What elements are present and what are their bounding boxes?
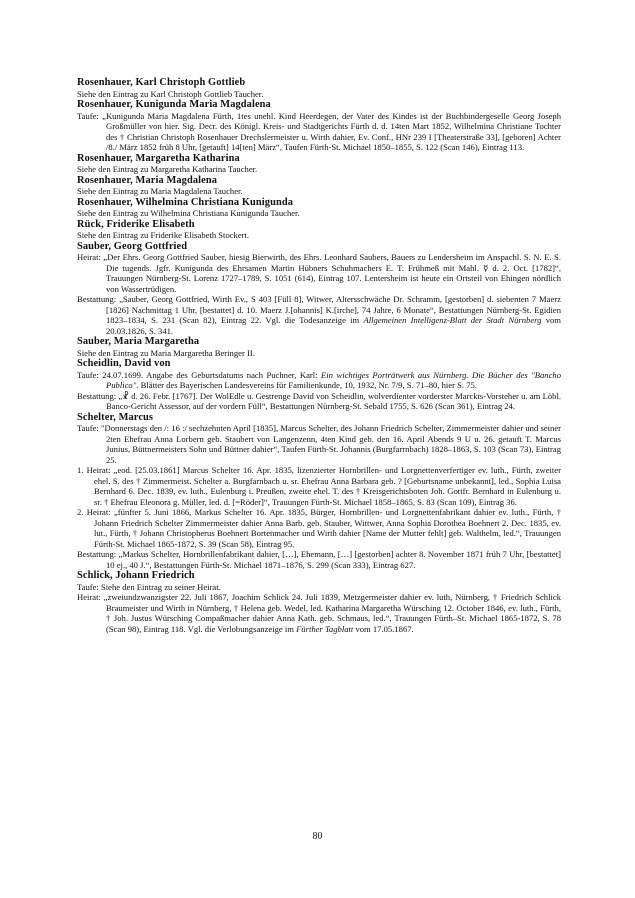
entry-scheidlin-david: [77, 358, 561, 412]
entry-rosenhauer-kunigunda: [77, 99, 561, 153]
entry-sauber-georg: [77, 241, 561, 337]
entry-heading: Scheidlin, David von: [77, 358, 171, 369]
newspaper-title: Allgemeinen Intelligenz-Blatt der Stadt Nürnberg: [363, 315, 542, 325]
entry-heading: Schelter, Marcus: [77, 411, 154, 423]
cross-reference: Siehe den Eintrag zu Karl Christoph Gottlieb Taucher.: [77, 88, 264, 99]
heirat-text-end: vom 17.05.1867.: [353, 623, 414, 634]
cross-reference: Siehe den Eintrag zu Maria Magdalena Taucher.: [77, 186, 243, 196]
cross-reference: Siehe den Eintrag zu Margaretha Katharina Taucher.: [77, 164, 258, 174]
bestattung-text-end: vom 20.03.1826, S. 341.: [106, 315, 561, 336]
entry-rosenhauer-wilhelmina: [77, 197, 561, 219]
entry-heading: Schlick, Johann Friedrich: [77, 570, 195, 581]
document-body: [77, 77, 561, 634]
entry-rosenhauer-maria: [77, 175, 561, 197]
page-number: 80: [312, 831, 323, 842]
cross-reference: Siehe den Eintrag zu Friderike Elisabeth Stockert.: [77, 230, 250, 240]
bestattung-text: Bestattung: „Sauber, Georg Gottfried, Wirth Ev., S 403 [Füll 8], Witwer, Altersschwäche Dr. Schramm, [gestorben] d. siebenten 7 Maerz [1826] Nachmittag 1 Uhr, [bestattet] d. 10. Maerz J.[ohannis] K.[irche], 74 Jahre, 6 Monate“, Bestattungen Nürnberg-St. Egidien 1823–1834, S. 231 (Scan 82), Eintrag 22. Vgl. die Todesanzeige im: [77, 294, 561, 325]
entry-heading: Rosenhauer, Maria Magdalena: [77, 174, 217, 186]
entry-sauber-maria: [77, 336, 561, 358]
taufe-record: Taufe: „Kunigunda Maria Magdalena Fürth, 1tes unehl. Kind Heerdegen, der Vater des Kindes ist der Buchbindergeselle Georg Joseph Großmüller von hier. Sig. Decr. des Königl. Kreis- und Stadtgerichts Fürth d. d. 14ten Mart 1852, Wilhelmina Christiane Tochter des † Christian Christoph Rosenhauer Drechslermeister u. Wirth dahier, Ev. Conf., HNr 239 I [Theaterstraße 33], [geboren] Achter /8./ März 1852 früh 8 Uhr, [getauft] 14[ten] März“, Taufen Fürth-St. Michael 1850–1855, S. 122 (Scan 146), Eintrag 113.: [77, 110, 561, 152]
entry-heading: Rosenhauer, Wilhelmina Christiana Kunigunda: [77, 196, 294, 208]
entry-rueck-friderike: [77, 219, 561, 241]
heirat-record: Heirat: „Der Ehrs. Georg Gottfried Sauber, hiesig Bierwirth, des Ehrs. Leonhard Saubers, Bauers zu Lendersheim im Anspachl. S. N. E. S. Die tugends. Jgfr. Kunigunda des Ehrsamen Martin Hübners Schuhmachers E. T. Frühmeß mit Mahl. ☿ d. 2. Oct. [1782]“, Trauungen Nürnberg-St. Lorenz 1727–1789, S. 1051 (614), Eintrag 107. Lentersheim ist heute ein Ortsteil von Ehingen nördlich von Wassertrüdigen.: [77, 252, 561, 294]
heirat-record: [77, 592, 561, 634]
cross-reference: Siehe den Eintrag zu Maria Margaretha Beringer II.: [77, 347, 255, 358]
cross-reference: Siehe den Eintrag zu Wilhelmina Christiana Kunigunda Taucher.: [77, 208, 300, 218]
source-title: Ein wichtiges Porträtwerk aus Nürnberg. Die Bücher des "Bancho Publico".: [106, 369, 561, 390]
taufe-record: [77, 370, 561, 391]
entry-heading: Rosenhauer, Kunigunda Maria Magdalena: [77, 99, 271, 110]
heirat-record-1: 1. Heirat: „eod. [25.03.1861] Marcus Schelter 16. Apr. 1835, lizenzierter Hornbrillen- und Lorgnettenverfertiger ev. luth., Fürth, zweiter ehel. S. des † Zimmermeist. Schelter a. Burgfarnbach u. sr. Ehefrau Anna Barbara geb. ? [Geburtsname unbekannt], led., Sophia Luisa Bernhard 6. Dec. 1839, ev. luth., Eulenburg i. Preußen, zweite ehel. T. des † Kreisgerichtsboten Joh. Gottfr. Bernhard in Eulenburg u. sr. † Ehefrau Eleonora g. Müller, led. d. [=Röder]“, Trauungen Fürth-St. Michael 1858–1865, S. 83 (Scan 109), Eintrag 36.: [77, 465, 561, 507]
entry-heading: Rosenhauer, Karl Christoph Gottlieb: [77, 77, 246, 88]
heirat-text: Heirat: „zweiundzwanzigster 22. Juli 1867, Joachim Schlick 24. Juli 1839, Metzgermeister dahier ev. luth, Nürnberg, † Friedrich Schlick Braumeister und Wirth in Nürnberg, † Helena geb. Wedel, led. Katharina Margaretha Würsching 12. October 1846, ev. luth., Fürth, † Joh. Justus Würsching Compaßmacher dahier Anna Kath. geb. Schmaus, led.“, Trauungen Fürth–St. Michael 1865-1872, S. 78 (Scan 98), Eintrag 118. Vgl. die Verlobungsanzeige im: [77, 592, 561, 634]
entry-schlick-johann: [77, 570, 561, 634]
bestattung-record: Bestattung: „☧ d. 26. Febr. [1767]. Der WolEdle u. Gestrenge David von Scheidlin, wolverdienter vorderster Marckts-Vorsteher u. am Löbl. Banco-Gericht Assessor, auf der vordern Füll“, Bestattungen Nürnberg-St. Sebald 1755, S. 626 (Scan 361), Eintrag 24.: [77, 390, 561, 411]
bestattung-record: [77, 294, 561, 336]
taufe-record: Taufe: "Donnerstags den /: 16 :/ sechzehnten April [1835], Marcus Schelter, des Johann Friedrich Schelter, Zimmermeister dahier und seiner 2ten Ehefrau Anna Lorbern geb. Staubert von Langenzenn, 4ten Kind geb. den 16. April Abends 9 U u. 26. getauft T. Marcus Junius, Büttnermeisters Sohn und Büttner dahier“, Taufen Fürth-St. Johannis (Burgfarrnbach) 1828–1863, S. 103 (Scan 73), Eintrag 25.: [77, 423, 561, 465]
taufe-text: Taufe: 24.07.1699. Angabe des Geburtsdatums nach Puchner, Karl:: [77, 369, 322, 380]
entry-rosenhauer-margaretha: [77, 153, 561, 175]
entry-heading: Sauber, Maria Margaretha: [77, 336, 200, 347]
taufe-record: Taufe: Siehe den Eintrag zu seiner Heirat.: [77, 581, 221, 592]
bestattung-record: Bestattung: „Markus Schelter, Hornbrillenfabrikant dahier, […], Ehemann, […] [gestorben] achter 8. November 1871 früh 7 Uhr, [bestattet] 10 ej., 40 J.“, Bestattungen Fürth-St. Michael 1871–1876, S. 299 (Scan 333), Eintrag 627.: [77, 549, 561, 570]
taufe-text-end: Blätter des Bayerischen Landesvereins für Familienkunde, 10, 1932, Nr. 7/9, S. 71–80, hier S. 75.: [138, 380, 477, 390]
entry-heading: Rück, Friderike Elisabeth: [77, 218, 195, 230]
entry-schelter-marcus: [77, 412, 561, 571]
entry-heading: Sauber, Georg Gottfried: [77, 240, 188, 252]
entry-rosenhauer-karl: [77, 77, 561, 99]
heirat-record-2: 2. Heirat: „fünfter 5. Juni 1866, Markus Schelter 16. Apr. 1835, Bürger, Hornbrillen- und Lorgnettenfabrikant dahier ev. luth., Fürth, † Johann Friedrich Schelter Zimmermeister dahier Anna Barb. geb. Stauber, Wittwer, Anna Sophia Dorothea Boehnert 2. Dec. 1835, ev. lut., Fürth, † Johann Christopherus Boehnert Bortenmacher und Wirth dahier [Name der Mutter fehlt] geb. Walthelm, led.“, Trauungen Fürth-St. Michael 1865-1872, S. 39 (Scan 58), Eintrag 95.: [77, 507, 561, 549]
entry-heading: Rosenhauer, Margaretha Katharina: [77, 152, 240, 164]
newspaper-title: Fürther Tagblatt: [296, 623, 354, 634]
